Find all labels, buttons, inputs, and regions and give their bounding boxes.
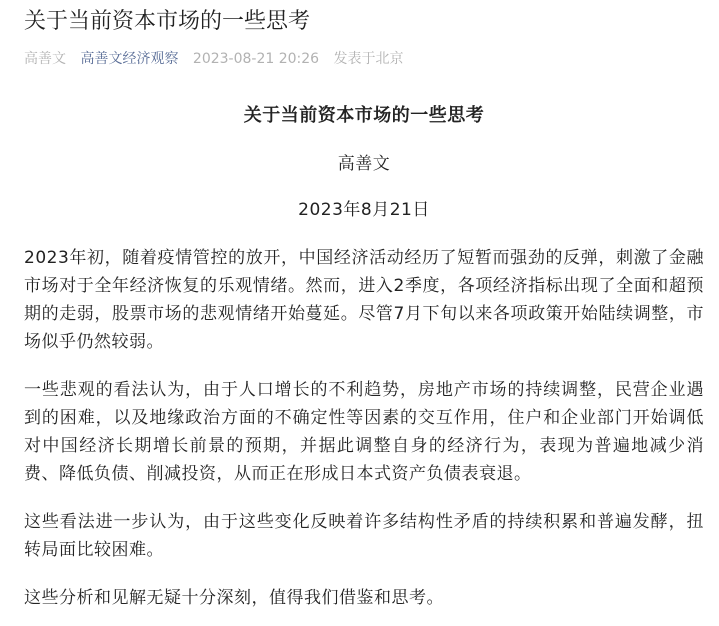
article-date: 2023年8月21日 bbox=[298, 200, 430, 220]
article-body bbox=[24, 96, 704, 612]
paragraph: 2023年初，随着疫情管控的放开，中国经济活动经历了短暂而强劲的反弹，刺激了金融市场对于全年经济恢复的乐观情绪。然而，进入2季度，各项经济指标出现了全面和超预期的走弱，股票市场的悲观情绪开始蔓延。尽管7月下旬以来各项政策开始陆续调整，市场似乎仍然较弱。 bbox=[24, 248, 704, 352]
article-title: 关于当前资本市场的一些思考 bbox=[243, 105, 485, 126]
paragraph: 这些看法进一步认为，由于这些变化反映着许多结构性矛盾的持续积累和普遍发酵，扭转局面比较困难。 bbox=[24, 512, 704, 560]
publish-location: 发表于北京 bbox=[333, 51, 404, 67]
author-name: 高善文 bbox=[24, 51, 66, 67]
article-header bbox=[24, 0, 704, 69]
paragraph: 这些分析和见解无疑十分深刻，值得我们借鉴和思考。 bbox=[24, 588, 444, 608]
publish-time: 2023-08-21 20:26 bbox=[192, 51, 320, 67]
article-author: 高善文 bbox=[337, 154, 391, 174]
article-meta bbox=[24, 49, 704, 69]
page-title: 关于当前资本市场的一些思考 bbox=[24, 9, 311, 34]
paragraph: 一些悲观的看法认为，由于人口增长的不利趋势，房地产市场的持续调整，民营企业遇到的困难，以及地缘政治方面的不确定性等因素的交互作用，住户和企业部门开始调低对中国经济长期增长前景的预期，并据此调整自身的经济行为，表现为普遍地减少消费、降低负债、削减投资，从而正在形成日本式资产负债表衰退。 bbox=[24, 380, 704, 484]
account-link[interactable]: 高善文经济观察 bbox=[80, 51, 179, 67]
